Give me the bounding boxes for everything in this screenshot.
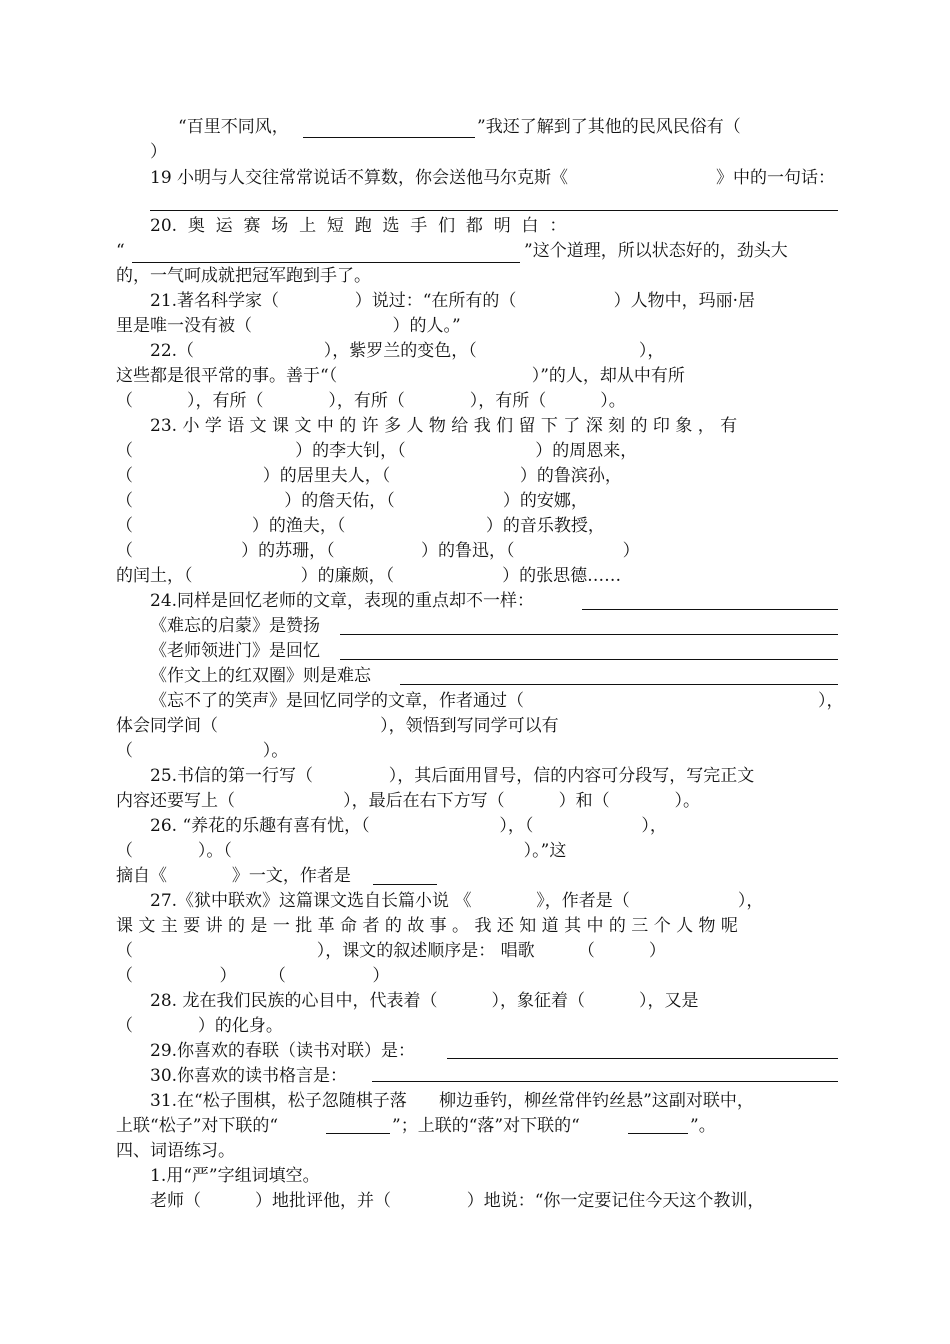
section-four-q1: 1.用“严”字组词填空。 [150, 1166, 320, 1186]
q24-item-2: 《老师领进门》是回忆 [150, 641, 320, 661]
q23-text-5: （ ）的渔夫，（ ）的音乐教授， [116, 516, 605, 536]
q31-blank-1[interactable] [326, 1133, 390, 1134]
q23-text-4: （ ）的詹天佑，（ ）的安娜， [116, 491, 588, 511]
q26-text-3: 摘自《 》一文，作者是 [116, 866, 351, 886]
q24-blank-1[interactable] [582, 609, 838, 610]
q24-text: 24.同样是回忆老师的文章，表现的重点却不一样： [150, 591, 535, 611]
q20-text-2: ”这个道理，所以状态好的，劲头大 [524, 241, 788, 261]
q26-author-blank[interactable] [373, 884, 437, 885]
q30-text: 30.你喜欢的读书格言是： [150, 1066, 348, 1086]
q25-text: 25.书信的第一行写（ ），其后面用冒号，信的内容可分段写，写完正文 [150, 766, 755, 786]
q18-close-paren: ） [150, 142, 167, 162]
q25-text-2: 内容还要写上（ ），最后在右下方写（ ）和（ ）。 [116, 791, 700, 811]
q22-text: 22.（ ），紫罗兰的变色，（ ）， [150, 341, 665, 361]
section-four-q1-text: 老师（ ）地批评他，并（ ）地说：“你一定要记住今天这个教训， [150, 1191, 765, 1211]
q24-item-4: 《忘不了的笑声》是回忆同学的文章，作者通过（ [150, 691, 524, 711]
q23-text: 23. 小 学 语 文 课 文 中 的 许 多 人 物 给 我 们 留 下 了 深 刻 的 印 象 ， 有 [150, 416, 738, 436]
q23-text-6: （ ）的苏珊，（ ）的鲁迅，（ ） [116, 541, 640, 561]
q22-text-3: （ ），有所（ ），有所（ ），有所（ ）。 [116, 391, 626, 411]
q31-text-4: ”。 [690, 1116, 716, 1136]
q20-open-quote: “ [116, 241, 125, 261]
q24-item-4-end: ）， [818, 691, 844, 711]
q31-blank-2[interactable] [628, 1133, 688, 1134]
q18-line-text-2: ”我还了解到了其他的民风民俗有（ [477, 117, 741, 137]
q27-text-2: 课 文 主 要 讲 的 是 一 批 革 命 者 的 故 事 。 我 还 知 道 其 中 的 三 个 人 物 呢 [116, 916, 738, 936]
q24-text-3: （ ）。 [116, 741, 289, 761]
q26-text-2: （ ）。（ ）。”这 [116, 841, 567, 861]
section-four-heading: 四、词语练习。 [116, 1141, 235, 1161]
q31-text-2: 上联“松子”对下联的“ [116, 1116, 279, 1136]
q31-text: 31.在“松子围棋，松子忽随棋子落 柳边垂钓，柳丝常伴钓丝悬”这副对联中， [150, 1091, 754, 1111]
q24-blank-3[interactable] [340, 659, 838, 660]
q19-text-end: 》中的一句话： [716, 168, 835, 188]
q23-text-2: （ ）的李大钊，（ ）的周恩来， [116, 441, 638, 461]
q27-text-4: （ ） （ ） [116, 966, 390, 986]
q21-text-2: 里是唯一没有被（ ）的人。” [116, 316, 461, 336]
q24-blank-2[interactable] [340, 634, 838, 635]
q24-item-1: 《难忘的启蒙》是赞扬 [150, 616, 320, 636]
q29-text: 29.你喜欢的春联（读书对联）是： [150, 1041, 416, 1061]
q31-text-3: ”；上联的“落”对下联的“ [392, 1116, 580, 1136]
q23-text-7: 的闰土，（ ）的廉颇，（ ）的张思德…… [116, 566, 622, 586]
q27-text: 27.《狱中联欢》这篇课文选自长篇小说 《 》，作者是（ ）， [150, 891, 764, 911]
q19-answer-line[interactable] [150, 210, 838, 211]
q18-blank[interactable] [303, 137, 475, 138]
q23-text-3: （ ）的居里夫人，（ ）的鲁滨孙， [116, 466, 622, 486]
q18-line-text: “百里不同风， [178, 117, 289, 137]
q26-text: 26. “养花的乐趣有喜有忧，（ ），（ ）， [150, 816, 667, 836]
q28-text-2: （ ）的化身。 [116, 1016, 283, 1036]
q24-item-3: 《作文上的红双圈》则是难忘 [150, 666, 371, 686]
q20-text-3: 的，一气呵成就把冠军跑到手了。 [116, 266, 371, 286]
q20-blank[interactable] [132, 262, 520, 263]
q28-text: 28. 龙在我们民族的心目中，代表着（ ），象征着（ ），又是 [150, 991, 699, 1011]
q22-text-2: 这些都是很平常的事。善于“（ ）”的人，却从中有所 [116, 366, 685, 386]
q29-blank[interactable] [447, 1058, 838, 1059]
q24-blank-4[interactable] [400, 684, 838, 685]
q30-blank[interactable] [372, 1081, 838, 1082]
q27-text-3: （ ），课文的叙述顺序是： 唱歌 （ ） [116, 941, 666, 961]
q20-text: 20. 奥 运 赛 场 上 短 跑 选 手 们 都 明 白 ： [150, 216, 567, 236]
q21-text: 21.著名科学家（ ）说过：“在所有的（ ）人物中，玛丽·居 [150, 291, 756, 311]
q19-text: 19 小明与人交往常常说话不算数，你会送他马尔克斯《 [150, 168, 569, 188]
q24-text-2: 体会同学间（ ），领悟到写同学可以有 [116, 716, 559, 736]
